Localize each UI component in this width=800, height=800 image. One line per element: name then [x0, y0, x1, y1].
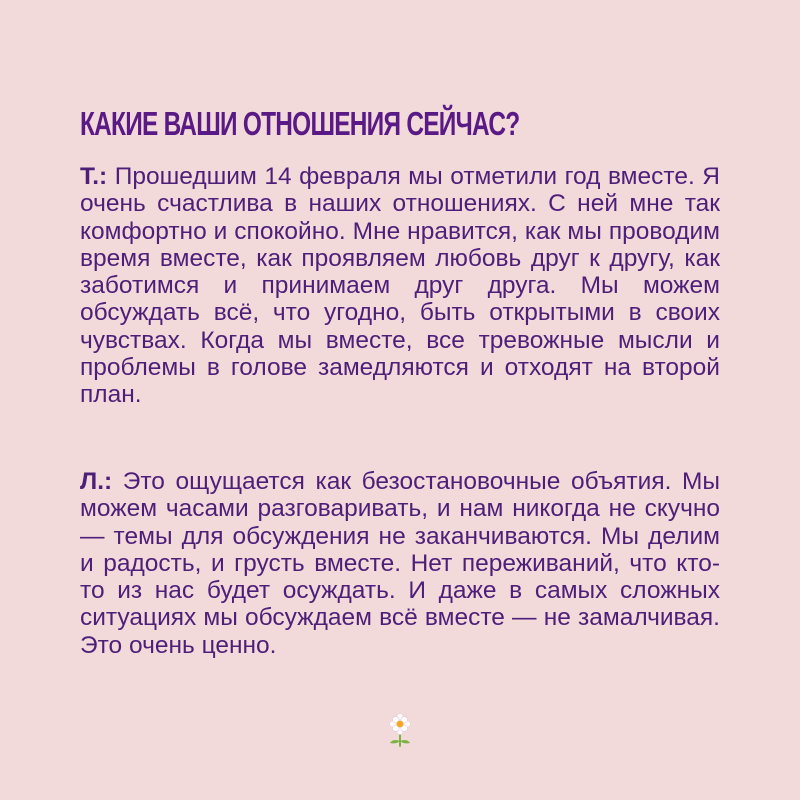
flower-icon: [386, 712, 414, 748]
answer-l-paragraph: [80, 468, 720, 659]
answer-t-paragraph: [80, 163, 720, 409]
speaker-t-label: Т.:: [80, 163, 108, 190]
section-heading: КАКИЕ ВАШИ ОТНОШЕНИЯ СЕЙЧАС?: [80, 105, 520, 142]
answer-t-text: Прошедшим 14 февраля мы отметили год вместе. Я очень счастлива в наших отношениях. С ней мне так комфортно и спокойно. Мне нравится, как мы проводим время вместе, как проявляем любовь друг к другу, как заботимся и принимаем друг друга. Мы можем обсуждать всё, что угодно, быть открытыми в своих чувствах. Когда мы вместе, все тревожные мысли и проблемы в голове замедляются и отходят на второй план.: [80, 163, 721, 409]
answer-l-text: Это ощущается как безостановочные объятия. Мы можем часами разговаривать, и нам никогда не скучно — темы для обсуждения не заканчиваются. Мы делим и радость, и грусть вместе. Нет переживаний, что кто-то из нас будет осуждать. И даже в самых сложных ситуациях мы обсуждаем всё вместе — не замалчивая. Это очень ценно.: [80, 468, 721, 659]
speaker-l-label: Л.:: [80, 468, 113, 495]
